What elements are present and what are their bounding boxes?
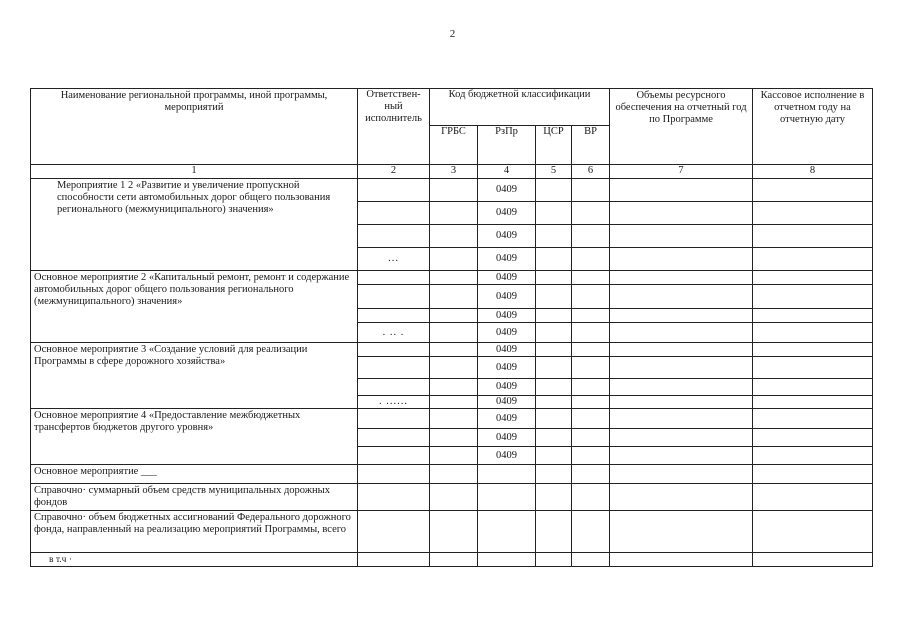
rzpr-code: 0409: [478, 225, 536, 248]
header-vr: ВР: [572, 126, 610, 165]
section-1-title: Мероприятие 1 2 «Развитие и увеличение пропускной способности сети автомобильных дорог общего пользования регионального (межмуниципального) значения»: [31, 179, 358, 271]
page-number: 2: [449, 28, 456, 40]
rzpr-code: 0409: [478, 309, 536, 323]
rzpr-code: 0409: [478, 285, 536, 309]
rzpr-code: 0409: [478, 429, 536, 447]
section-3-title: Основное мероприятие 3 «Создание условий для реализации Программы в сфере дорожного хозяйства»: [31, 343, 358, 409]
rzpr-code: 0409: [478, 357, 536, 379]
table-row: [31, 465, 873, 484]
table-row: [31, 409, 873, 429]
section-2-title: Основное мероприятие 2 «Капитальный ремонт, ремонт и содержание автомобильных дорог общего пользования регионального (межмуниципального) значения»: [31, 271, 358, 343]
rzpr-code: 0409: [478, 396, 536, 409]
header-grbs: ГРБС: [430, 126, 478, 165]
table-row: [31, 511, 873, 553]
table-row: [31, 343, 873, 357]
table-row: [31, 484, 873, 511]
table-row: [31, 179, 873, 202]
ellipsis-mark: . .. .: [358, 323, 430, 343]
footer-including: в т.ч ·: [31, 553, 358, 567]
rzpr-code: 0409: [478, 379, 536, 396]
section-4-title: Основное мероприятие 4 «Предоставление межбюджетных трансфертов бюджетов другого уровня»: [31, 409, 358, 465]
header-resources: Объемы ресурсного обеспечения на отчетный год по Программе: [610, 89, 753, 165]
col-number: 6: [572, 165, 610, 179]
col-number: 2: [358, 165, 430, 179]
ellipsis-mark: . ......: [358, 396, 430, 409]
rzpr-code: 0409: [478, 343, 536, 357]
rzpr-code: 0409: [478, 202, 536, 225]
col-number: 3: [430, 165, 478, 179]
col-number: 4: [478, 165, 536, 179]
col-number: 7: [610, 165, 753, 179]
header-budget-code: Код бюджетной классификации: [430, 89, 610, 126]
footer-federal-fund: Справочно· объем бюджетных ассигнований Федерального дорожного фонда, направленный на реализацию мероприятий Программы, всего: [31, 511, 358, 553]
rzpr-code: 0409: [478, 409, 536, 429]
header-responsible: Ответствен-ный исполнитель: [358, 89, 430, 165]
col-number: 1: [31, 165, 358, 179]
rzpr-code: 0409: [478, 248, 536, 271]
col-number: 5: [536, 165, 572, 179]
header-name: Наименование региональной программы, иной программы, мероприятий: [31, 89, 358, 165]
ellipsis-mark: ...: [358, 248, 430, 271]
header-csr: ЦСР: [536, 126, 572, 165]
rzpr-code: 0409: [478, 271, 536, 285]
footer-municipal-funds: Справочно· суммарный объем средств муниципальных дорожных фондов: [31, 484, 358, 511]
header-rzpr: РзПр: [478, 126, 536, 165]
footer-main-event: Основное мероприятие ___: [31, 465, 358, 484]
table-row: [31, 271, 873, 285]
rzpr-code: 0409: [478, 179, 536, 202]
table-row: [31, 553, 873, 567]
rzpr-code: 0409: [478, 323, 536, 343]
col-number: 8: [753, 165, 873, 179]
rzpr-code: 0409: [478, 447, 536, 465]
report-table: [30, 88, 873, 567]
header-cash-execution: Кассовое исполнение в отчетном году на отчетную дату: [753, 89, 873, 165]
